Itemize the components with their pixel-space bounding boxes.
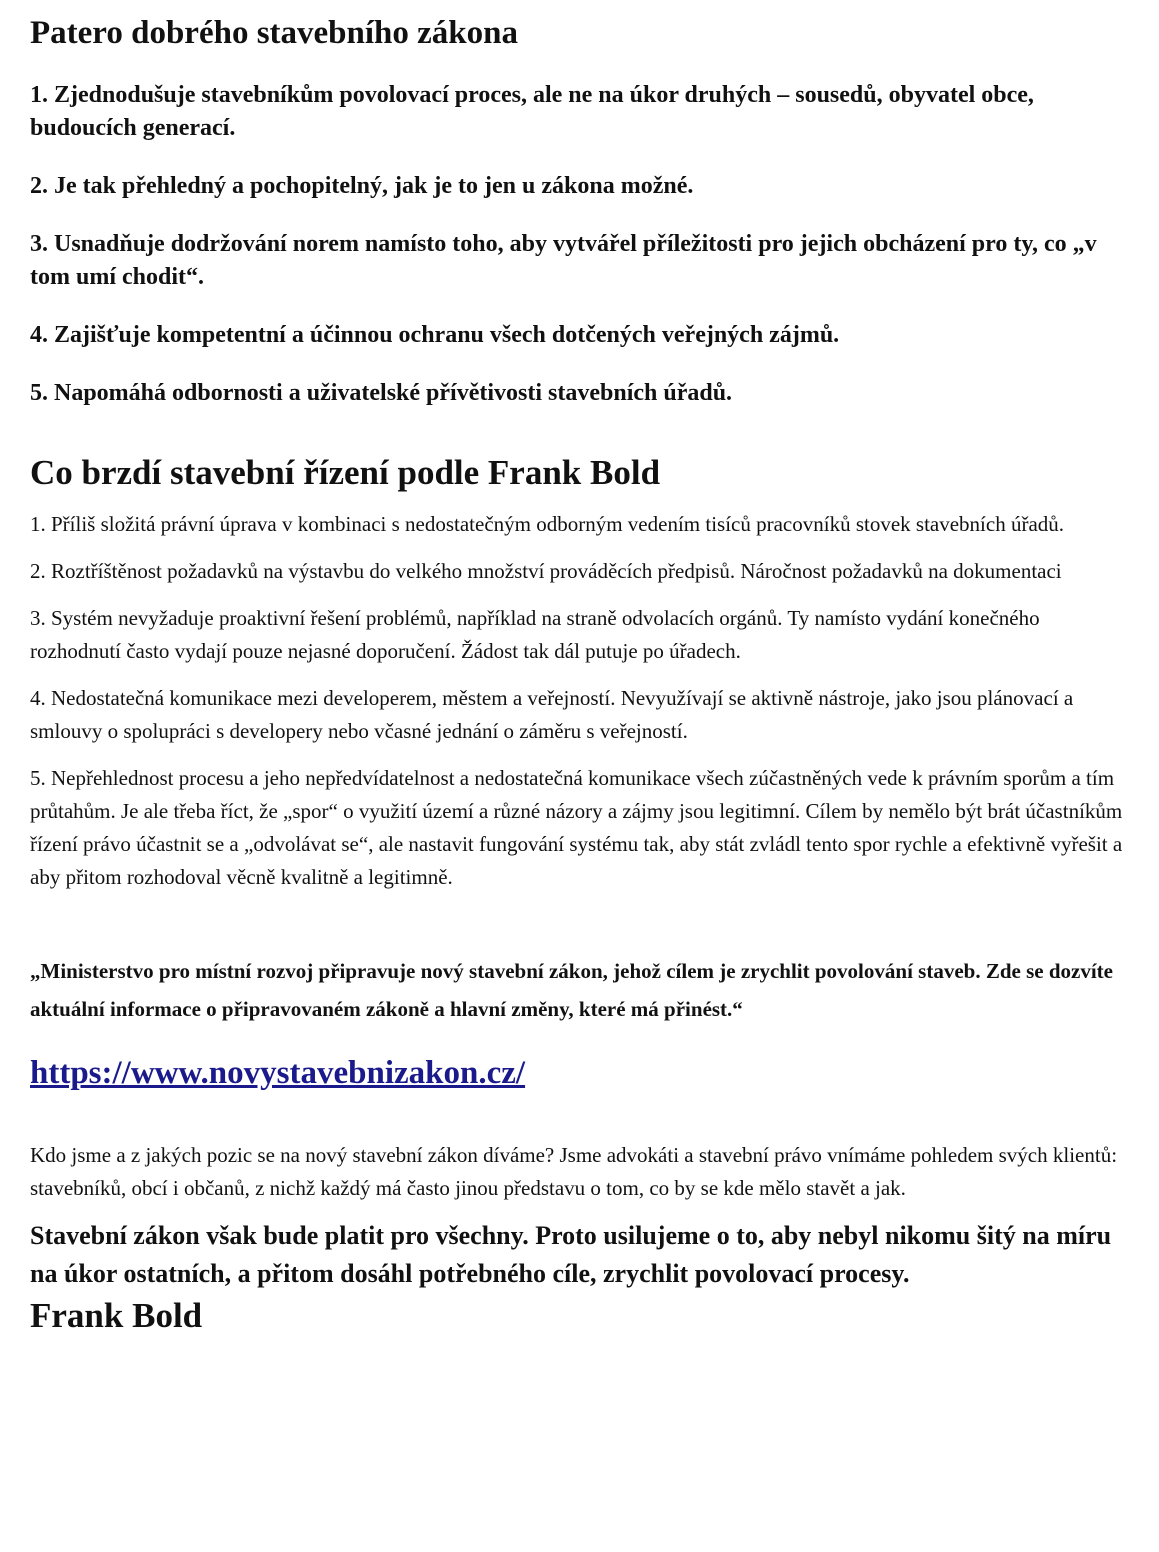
principle-item: 2. Je tak přehledný a pochopitelný, jak je to jen u zákona možné.	[30, 172, 694, 199]
obstacle-item: 3. Systém nevyžaduje proaktivní řešení problémů, například na straně odvolacích orgánů. Ty namísto vydání konečného rozhodnutí často vydají pouze nejasné doporučení. Žádost tak dál putuje po úřadech.	[30, 605, 1040, 663]
principles-list	[30, 79, 1129, 410]
obstacle-item: 5. Nepřehlednost procesu a jeho nepředvídatelnost a nedostatečná komunikace všech zúčastněných vede k právním sporům a tím průtahům. Je ale třeba říct, že „spor“ o využití území a různé názory a zájmy jsou legitimní. Cílem by nemělo být brát účastníkům řízení právo účastnit se a „odvolávat se“, ale nastavit fungování systému tak, aby stát zvládl tento spor rychle a efektivně vyřešit a aby přitom rozhodoval věcně kvalitně a legitimně.	[30, 765, 1123, 889]
principle-item: 3. Usnadňuje dodržování norem namísto toho, aby vytvářel příležitosti pro jejich obcházení pro ty, co „v tom umí chodit“.	[30, 230, 1097, 290]
obstacle-item: 1. Příliš složitá právní úprava v kombinaci s nedostatečným odborným vedením tisíců pracovníků stovek stavebních úřadů.	[30, 511, 1065, 536]
novystavebnizakon-link[interactable]: https://www.novystavebnizakon.cz/	[30, 1054, 526, 1091]
obstacles-title: Co brzdí stavební řízení podle Frank Bold	[30, 452, 661, 492]
claim-paragraph: Stavební zákon však bude platit pro všechny. Proto usilujeme o to, aby nebyl nikomu šitý na míru na úkor ostatních, a přitom dosáhl potřebného cíle, zrychlit povolovací procesy.	[30, 1220, 1112, 1288]
about-paragraph: Kdo jsme a z jakých pozic se na nový stavební zákon díváme? Jsme advokáti a stavební právo vnímáme pohledem svých klientů: stavebníků, obcí i občanů, z nichž každý má často jinou představu o tom, co by se kde mělo stavět a jak.	[30, 1142, 1118, 1200]
obstacle-item: 4. Nedostatečná komunikace mezi developerem, městem a veřejností. Nevyužívají se aktivně nástroje, jako jsou plánovací a smlouvy o spolupráci s developery nebo včasné jednání o záměru s veřejností.	[30, 685, 1074, 743]
principles-title: Patero dobrého stavebního zákona	[30, 15, 519, 51]
obstacles-list	[30, 508, 1129, 894]
signature: Frank Bold	[30, 1295, 203, 1335]
principle-item: 1. Zjednodušuje stavebníkům povolovací proces, ale ne na úkor druhých – sousedů, obyvatel obce, budoucích generací.	[30, 81, 1034, 141]
principle-item: 5. Napomáhá odbornosti a uživatelské přívětivosti stavebních úřadů.	[30, 379, 733, 406]
obstacle-item: 2. Roztříštěnost požadavků na výstavbu do velkého množství prováděcích předpisů. Náročnost požadavků na dokumentaci	[30, 558, 1062, 583]
ministry-quote: „Ministerstvo pro místní rozvoj připravuje nový stavební zákon, jehož cílem je zrychlit povolování staveb. Zde se dozvíte aktuální informace o připravovaném zákoně a hlavní změny, které má přinést.“	[30, 958, 1113, 1021]
principle-item: 4. Zajišťuje kompetentní a účinnou ochranu všech dotčených veřejných zájmů.	[30, 321, 840, 348]
